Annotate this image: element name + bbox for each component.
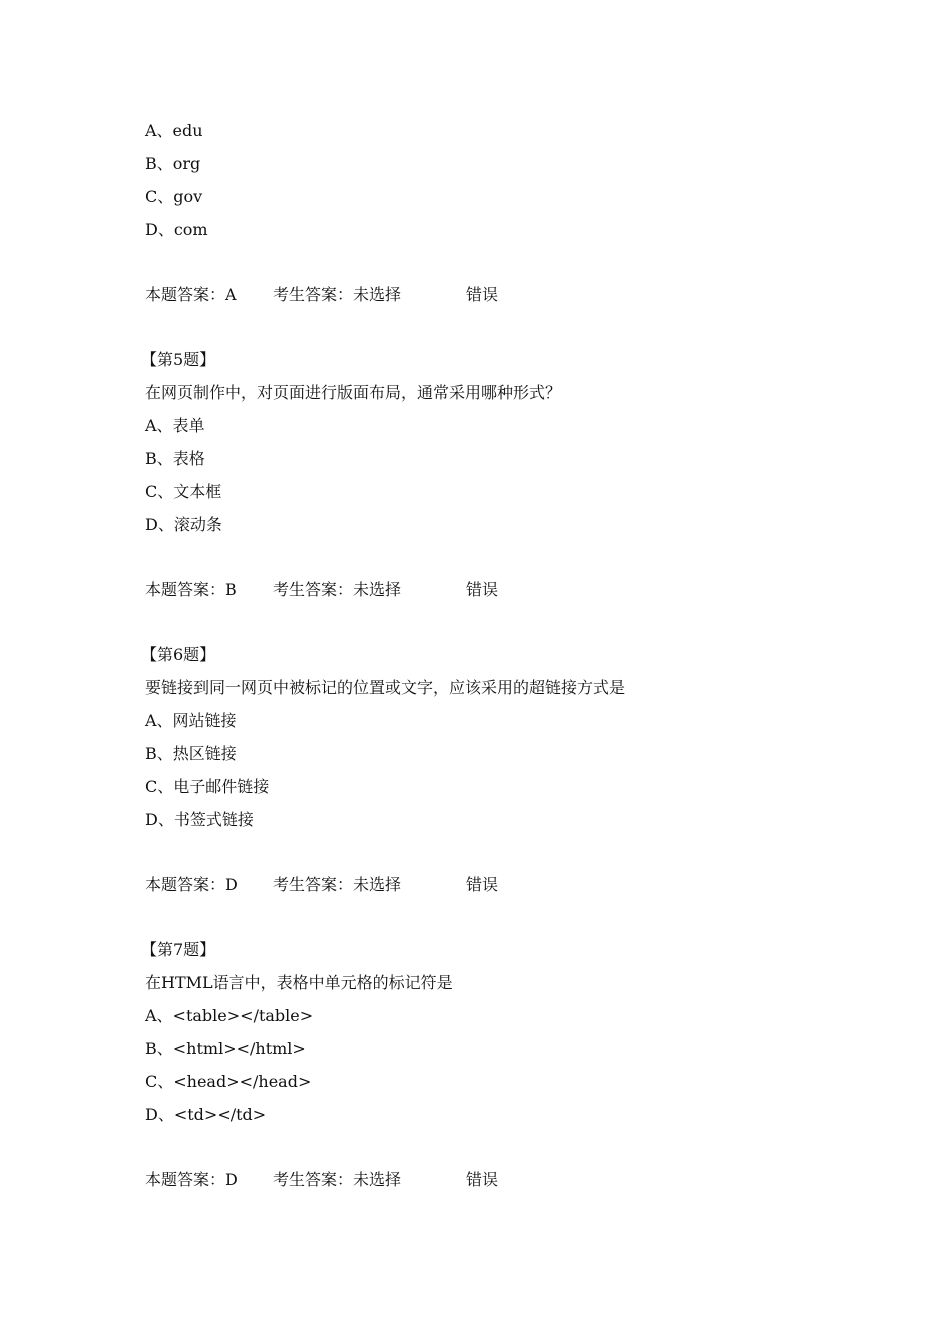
question-text: 在网页制作中，对页面进行版面布局，通常采用哪种形式？ — [145, 383, 562, 402]
student-answer: 考生答案：未选择 — [273, 580, 402, 599]
question-text: 要链接到同一网页中被标记的位置或文字，应该采用的超链接方式是 — [145, 678, 626, 697]
option-c: C、gov — [145, 187, 203, 206]
answer-row — [145, 573, 845, 606]
correct-answer: 本题答案：D — [145, 875, 238, 894]
exam-page — [141, 114, 845, 1196]
spacer — [145, 606, 845, 638]
option-a: A、<table></table> — [145, 1006, 314, 1025]
option-b: B、org — [145, 154, 201, 173]
option-c: C、<head></head> — [145, 1072, 312, 1091]
option-c: C、文本框 — [145, 482, 222, 501]
correct-answer: 本题答案：B — [145, 580, 237, 599]
result-status: 错误 — [466, 875, 499, 894]
option-d: D、com — [145, 220, 208, 239]
question-5 — [141, 343, 845, 638]
answer-row — [145, 868, 845, 901]
question-heading: 【第7题】 — [141, 940, 216, 959]
option-b: B、<html></html> — [145, 1039, 306, 1058]
question-heading: 【第5题】 — [141, 350, 216, 369]
student-answer: 考生答案：未选择 — [273, 285, 402, 304]
student-answer: 考生答案：未选择 — [273, 875, 402, 894]
question-4 — [145, 114, 845, 343]
spacer — [145, 1131, 845, 1163]
result-status: 错误 — [466, 580, 499, 599]
question-7 — [141, 933, 845, 1196]
result-status: 错误 — [466, 285, 499, 304]
spacer — [145, 836, 845, 868]
question-6 — [141, 638, 845, 933]
answer-row — [145, 278, 845, 311]
question-heading: 【第6题】 — [141, 645, 216, 664]
answer-row — [145, 1163, 845, 1196]
option-a: A、表单 — [145, 416, 205, 435]
question-text: 在HTML语言中，表格中单元格的标记符是 — [145, 973, 453, 992]
student-answer: 考生答案：未选择 — [273, 1170, 402, 1189]
spacer — [145, 541, 845, 573]
option-a: A、网站链接 — [145, 711, 237, 730]
option-c: C、电子邮件链接 — [145, 777, 270, 796]
correct-answer: 本题答案：D — [145, 1170, 238, 1189]
spacer — [145, 246, 845, 278]
result-status: 错误 — [466, 1170, 499, 1189]
option-d: D、<td></td> — [145, 1105, 267, 1124]
spacer — [145, 311, 845, 343]
option-a: A、edu — [145, 121, 203, 140]
option-d: D、书签式链接 — [145, 810, 254, 829]
option-d: D、滚动条 — [145, 515, 222, 534]
option-b: B、表格 — [145, 449, 205, 468]
correct-answer: 本题答案：A — [145, 285, 237, 304]
option-b: B、热区链接 — [145, 744, 237, 763]
spacer — [145, 901, 845, 933]
